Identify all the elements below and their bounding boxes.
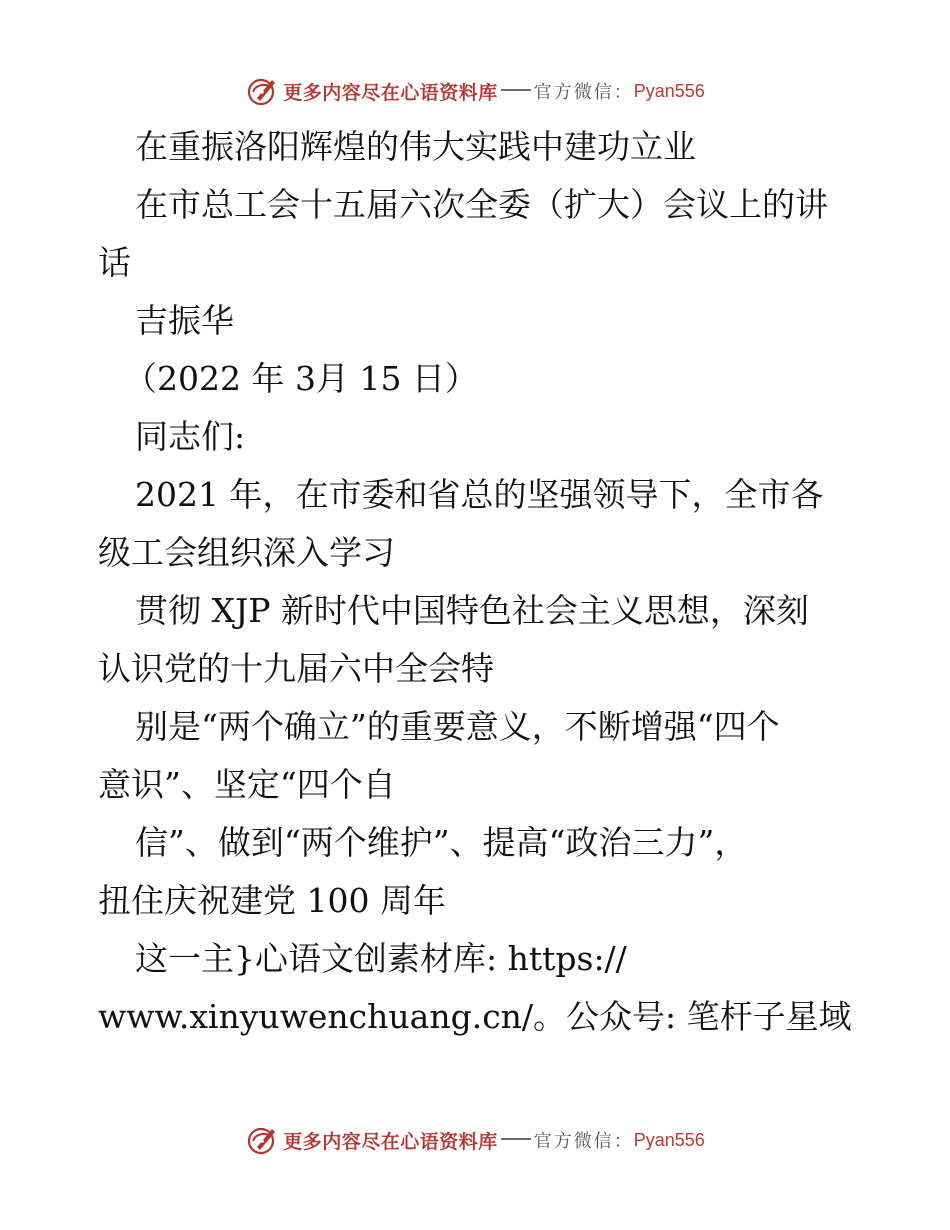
body-line: 级工会组织深入学习 bbox=[98, 533, 395, 572]
header-dash bbox=[501, 89, 531, 91]
body-line: www.xinyuwenchuang.cn/。公众号: 笔杆子星域 bbox=[98, 997, 852, 1036]
body-line: 这一主}心语文创素材库: https:// bbox=[135, 939, 627, 978]
pen-logo-icon bbox=[245, 74, 279, 108]
footer-banner bbox=[0, 1120, 950, 1160]
body-line: 贯彻 XJP 新时代中国特色社会主义思想，深刻 bbox=[135, 591, 809, 630]
footer-wechat-label: 官方微信： bbox=[533, 1131, 634, 1152]
body-line: 扭住庆祝建党 100 周年 bbox=[98, 881, 446, 920]
document-subtitle-line: 在市总工会十五届六次全委（扩大）会议上的讲 bbox=[135, 185, 828, 224]
document-date: （2022 年 3月 15 日） bbox=[124, 359, 478, 398]
header-wechat-id: Pyan556 bbox=[633, 80, 705, 101]
pen-logo-icon bbox=[245, 1123, 279, 1157]
body-line: 意识”、坚定“四个自 bbox=[98, 765, 396, 804]
document-title: 在重振洛阳辉煌的伟大实践中建功立业 bbox=[135, 127, 696, 166]
document-subtitle-line: 话 bbox=[98, 243, 131, 282]
document-salutation: 同志们: bbox=[135, 417, 246, 456]
document-author: 吉振华 bbox=[135, 301, 234, 340]
header-banner bbox=[0, 71, 950, 111]
footer-brand-text: 更多内容尽在心语资料库 bbox=[283, 1130, 498, 1153]
header-wechat-label: 官方微信： bbox=[533, 82, 634, 103]
body-line: 别是“两个确立”的重要意义，不断增强“四个 bbox=[135, 707, 780, 746]
document-body bbox=[98, 118, 858, 1046]
body-line: 2021 年，在市委和省总的坚强领导下，全市各 bbox=[135, 475, 824, 514]
header-brand-text: 更多内容尽在心语资料库 bbox=[283, 81, 498, 104]
footer-dash bbox=[501, 1138, 531, 1140]
footer-wechat-id: Pyan556 bbox=[633, 1129, 705, 1150]
body-line: 认识党的十九届六中全会特 bbox=[98, 649, 494, 688]
body-line: 信”、做到“两个维护”、提高“政治三力”， bbox=[135, 823, 748, 862]
